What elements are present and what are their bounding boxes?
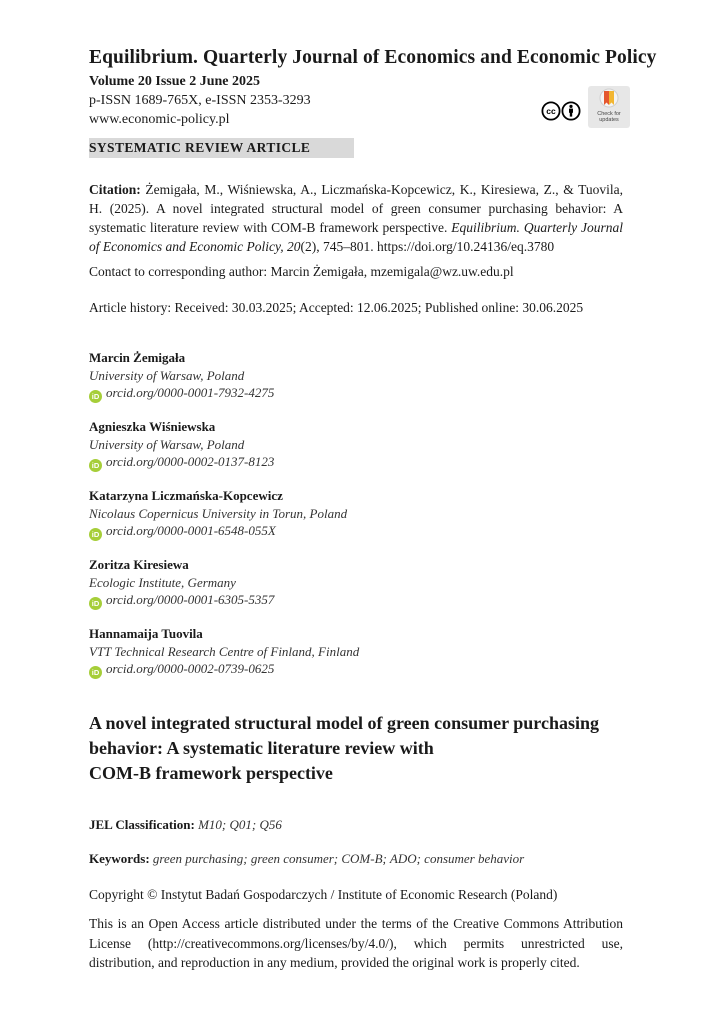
article-history: Article history: Received: 30.03.2025; Accepted: 12.06.2025; Published online: 30.06.2025 xyxy=(89,300,584,315)
orcid-id[interactable]: orcid.org/0000-0001-6548-055X xyxy=(106,523,276,538)
citation-doi[interactable]: (2), 745–801. https://doi.org/10.24136/eq.3780 xyxy=(300,239,555,254)
license-statement: This is an Open Access article distributed under the terms of the Creative Commons Attribution License (http://creativecommons.org/licenses/by/4.0/), which permits unrestricted use, distribution, and reproduction in any medium, provided the original work is properly cited. xyxy=(89,916,623,970)
check-updates-label: Check for updates xyxy=(597,111,621,123)
cc-by-license-icon[interactable] xyxy=(541,101,581,121)
orcid-icon: iD xyxy=(89,666,102,679)
title-line: COM-B framework perspective xyxy=(89,763,333,783)
keywords-label: Keywords: xyxy=(89,851,150,866)
author-name: Marcin Żemigała xyxy=(89,350,186,365)
orcid-id[interactable]: orcid.org/0000-0001-6305-5357 xyxy=(106,592,275,607)
citation xyxy=(89,180,623,256)
issn: p-ISSN 1689-765X, e-ISSN 2353-3293 xyxy=(89,93,311,108)
orcid-link[interactable] xyxy=(89,522,609,540)
orcid-icon: iD xyxy=(89,528,102,541)
author-name: Agnieszka Wiśniewska xyxy=(89,419,216,434)
journal-title: Equilibrium. Quarterly Journal of Economics and Economic Policy xyxy=(89,47,657,68)
author-name: Zoritza Kiresiewa xyxy=(89,557,189,572)
journal-website-link[interactable]: www.economic-policy.pl xyxy=(89,112,230,127)
keywords-value: green purchasing; green consumer; COM-B; ADO; consumer behavior xyxy=(149,851,525,866)
orcid-link[interactable] xyxy=(89,453,609,471)
author-block xyxy=(89,487,609,540)
copyright-notice: Copyright © Instytut Badań Gospodarczych / Institute of Economic Research (Poland) xyxy=(89,887,558,902)
article-type: SYSTEMATIC REVIEW ARTICLE xyxy=(89,140,311,155)
jel-value: M10; Q01; Q56 xyxy=(194,817,282,832)
orcid-id[interactable]: orcid.org/0000-0002-0739-0625 xyxy=(106,661,275,676)
author-block xyxy=(89,418,609,471)
orcid-id[interactable]: orcid.org/0000-0002-0137-8123 xyxy=(106,454,275,469)
orcid-id[interactable]: orcid.org/0000-0001-7932-4275 xyxy=(106,385,275,400)
author-block xyxy=(89,625,609,678)
citation-label: Citation: xyxy=(89,182,141,197)
author-affiliation: Nicolaus Copernicus University in Torun, Poland xyxy=(89,506,348,521)
author-block xyxy=(89,349,609,402)
article-type-bar xyxy=(89,138,354,158)
orcid-icon: iD xyxy=(89,459,102,472)
orcid-link[interactable] xyxy=(89,591,609,609)
orcid-link[interactable] xyxy=(89,660,609,678)
orcid-link[interactable] xyxy=(89,384,609,402)
author-name: Hannamaija Tuovila xyxy=(89,626,203,641)
svg-text:cc: cc xyxy=(546,106,556,117)
author-affiliation: University of Warsaw, Poland xyxy=(89,368,245,383)
citation-text: Żemigała, M., Wiśniewska, A., Liczmańska-Kopcewicz, K., Kiresiewa, Z., & Tuovila, H. (2025). A novel integrated structural model of green consumer purchasing behavior: A systematic literature review with COM-B framework perspective. xyxy=(89,182,623,235)
author-affiliation: Ecologic Institute, Germany xyxy=(89,575,236,590)
bookmark-icon xyxy=(588,86,630,112)
title-line: behavior: A systematic literature review with xyxy=(89,738,434,758)
author-name: Katarzyna Liczmańska-Kopcewicz xyxy=(89,488,283,503)
keywords xyxy=(89,851,524,867)
orcid-icon: iD xyxy=(89,390,102,403)
title-line: A novel integrated structural model of green consumer purchasing xyxy=(89,713,599,733)
author-affiliation: VTT Technical Research Centre of Finland, Finland xyxy=(89,644,360,659)
check-for-updates-button[interactable] xyxy=(588,86,630,128)
orcid-icon: iD xyxy=(89,597,102,610)
jel-classification xyxy=(89,817,282,833)
corresponding-author-contact: Contact to corresponding author: Marcin Żemigała, mzemigala@wz.uw.edu.pl xyxy=(89,264,514,279)
author-block xyxy=(89,556,609,609)
article-title xyxy=(89,711,634,786)
author-affiliation: University of Warsaw, Poland xyxy=(89,437,245,452)
jel-label: JEL Classification: xyxy=(89,817,195,832)
volume-issue: Volume 20 Issue 2 June 2025 xyxy=(89,74,261,89)
citation-journal: Equilibrium. Quarterly Journal of Economics and Economic Policy, 20 xyxy=(89,220,623,254)
